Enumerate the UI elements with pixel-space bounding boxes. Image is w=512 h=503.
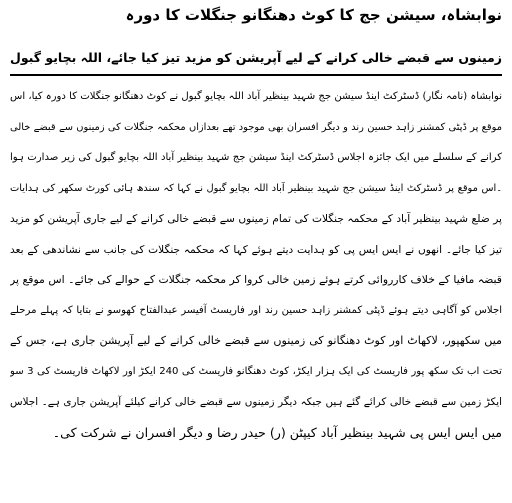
body-line: اجلاس کو آگاہی دیتے ہوئے ڈپٹی کمشنر زاہد حسین رند اور فاریسٹ آفیسر عبدالفتاح کھوسو نے بتایا کہ پہلے مرحلے	[10, 304, 502, 316]
subheadline: زمینوں سے قبضے خالی کرانے کے لیے آپریشن کو مزید تیز کیا جائے، اللہ بچایو گبول	[9, 50, 502, 65]
headline-divider	[10, 74, 502, 76]
body-line: موقع پر ڈپٹی کمشنر زاہد حسین رند و دیگر افسران بھی موجود تھے بعدازاں محکمہ جنگلات کی زمینوں سے قبضے خالی	[10, 121, 502, 133]
body-line: نوابشاہ (نامہ نگار) ڈسٹرکٹ اینڈ سیشن جج شہید بینظیر آباد اللہ بچایو گبول نے کوٹ دھنگانو جنگلات کا دورہ کیا، اس	[10, 91, 502, 102]
body-line: میں سکھپور، لاکھاٹ اور کوٹ دھنگانو کی زمینوں سے قبضے خالی کرانے کے لیے آپریشن جاری ہے، جس کے	[10, 334, 502, 347]
article-body	[10, 82, 502, 448]
body-line: ۔اس موقع پر ڈسٹرکٹ اینڈ سیشن جج شہید بینظیر آباد اللہ بچایو گبول نے کہا کہ سندھ ہائی کورٹ سکھر کی ہدایات	[10, 182, 502, 194]
body-line: ایکڑ زمین سے قبضے خالی کرائے گئے ہیں جبکہ دیگر زمینوں سے قبضے خالی کرانے کیلئے آپریشن جاری ہے۔ اجلاس	[10, 396, 502, 408]
body-line: میں ایس ایس پی شہید بینظیر آباد کیپٹن (ر) حیدر رضا و دیگر افسران نے شرکت کی۔	[52, 424, 502, 440]
headline: نوابشاہ، سیشن جج کا کوٹ دھنگانو جنگلات کا دورہ	[125, 6, 502, 24]
body-line: کرانے کے سلسلے میں ایک جائزہ اجلاس ڈسٹرکٹ اینڈ سیشن جج شہید بینظیر آباد اللہ بچایو گبول کی زیر صدارت ہوا	[10, 152, 502, 163]
body-line: پر ضلع شہید بینظیر آباد کے محکمہ جنگلات کی تمام زمینوں سے قبضے خالی کرانے کے لیے جاری آپریشن کو مزید	[10, 213, 502, 225]
body-line: تحت اب تک سکھ پور فاریسٹ کی ایک ہزار ایکڑ، کوٹ دھنگانو فاریسٹ کی 240 ایکڑ اور لاکھاٹ فاریسٹ کی 3 سو	[10, 365, 502, 377]
body-line: قبضہ مافیا کے خلاف کارروائی کرتے ہوئے زمین خالی کروا کر محکمہ جنگلات کے حوالے کی جائے۔ اس موقع پر	[10, 273, 502, 286]
body-line: تیز کیا جائے۔ انھوں نے ایس ایس پی کو ہدایت دیتے ہوئے کہا کہ محکمہ جنگلات کی جانب سے نشاندھی کے بعد	[10, 243, 502, 256]
